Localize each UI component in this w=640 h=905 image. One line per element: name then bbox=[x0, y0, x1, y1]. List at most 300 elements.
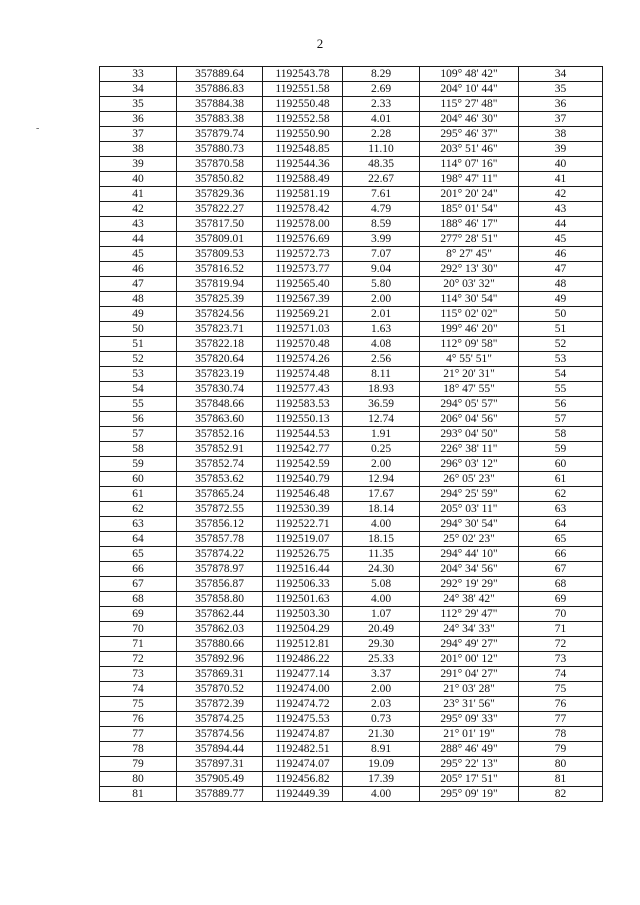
bearing-cell: 203° 51' 46" bbox=[420, 142, 519, 157]
x-coordinate-cell: 357880.73 bbox=[177, 142, 263, 157]
x-coordinate-cell: 357870.52 bbox=[177, 682, 263, 697]
distance-cell: 4.01 bbox=[343, 112, 420, 127]
next-point-cell: 58 bbox=[519, 427, 603, 442]
point-number-cell: 48 bbox=[100, 292, 177, 307]
next-point-cell: 38 bbox=[519, 127, 603, 142]
y-coordinate-cell: 1192571.03 bbox=[263, 322, 343, 337]
bearing-cell: 204° 10' 44" bbox=[420, 82, 519, 97]
x-coordinate-cell: 357889.64 bbox=[177, 67, 263, 82]
bearing-cell: 21° 01' 19" bbox=[420, 727, 519, 742]
bearing-cell: 115° 02' 02" bbox=[420, 307, 519, 322]
bearing-cell: 294° 44' 10" bbox=[420, 547, 519, 562]
table-row bbox=[100, 382, 603, 397]
next-point-cell: 52 bbox=[519, 337, 603, 352]
y-coordinate-cell: 1192574.48 bbox=[263, 367, 343, 382]
y-coordinate-cell: 1192581.19 bbox=[263, 187, 343, 202]
distance-cell: 4.00 bbox=[343, 592, 420, 607]
table-row bbox=[100, 472, 603, 487]
distance-cell: 7.61 bbox=[343, 187, 420, 202]
distance-cell: 18.14 bbox=[343, 502, 420, 517]
bearing-cell: 23° 31' 56" bbox=[420, 697, 519, 712]
x-coordinate-cell: 357857.78 bbox=[177, 532, 263, 547]
bearing-cell: 114° 07' 16" bbox=[420, 157, 519, 172]
table-row bbox=[100, 547, 603, 562]
distance-cell: 2.69 bbox=[343, 82, 420, 97]
y-coordinate-cell: 1192456.82 bbox=[263, 772, 343, 787]
table-row bbox=[100, 772, 603, 787]
point-number-cell: 71 bbox=[100, 637, 177, 652]
point-number-cell: 55 bbox=[100, 397, 177, 412]
point-number-cell: 35 bbox=[100, 97, 177, 112]
y-coordinate-cell: 1192506.33 bbox=[263, 577, 343, 592]
y-coordinate-cell: 1192550.48 bbox=[263, 97, 343, 112]
distance-cell: 25.33 bbox=[343, 652, 420, 667]
distance-cell: 22.67 bbox=[343, 172, 420, 187]
bearing-cell: 205° 03' 11" bbox=[420, 502, 519, 517]
point-number-cell: 74 bbox=[100, 682, 177, 697]
y-coordinate-cell: 1192550.13 bbox=[263, 412, 343, 427]
x-coordinate-cell: 357865.24 bbox=[177, 487, 263, 502]
distance-cell: 0.25 bbox=[343, 442, 420, 457]
table-row bbox=[100, 757, 603, 772]
margin-mark: - bbox=[36, 123, 40, 134]
table-row bbox=[100, 202, 603, 217]
x-coordinate-cell: 357862.03 bbox=[177, 622, 263, 637]
point-number-cell: 44 bbox=[100, 232, 177, 247]
table-row bbox=[100, 322, 603, 337]
distance-cell: 48.35 bbox=[343, 157, 420, 172]
bearing-cell: 112° 29' 47" bbox=[420, 607, 519, 622]
table-row bbox=[100, 412, 603, 427]
y-coordinate-cell: 1192474.87 bbox=[263, 727, 343, 742]
x-coordinate-cell: 357894.44 bbox=[177, 742, 263, 757]
point-number-cell: 75 bbox=[100, 697, 177, 712]
x-coordinate-cell: 357870.58 bbox=[177, 157, 263, 172]
bearing-cell: 204° 34' 56" bbox=[420, 562, 519, 577]
next-point-cell: 81 bbox=[519, 772, 603, 787]
next-point-cell: 56 bbox=[519, 397, 603, 412]
bearing-cell: 20° 03' 32" bbox=[420, 277, 519, 292]
y-coordinate-cell: 1192526.75 bbox=[263, 547, 343, 562]
point-number-cell: 43 bbox=[100, 217, 177, 232]
distance-cell: 17.67 bbox=[343, 487, 420, 502]
distance-cell: 11.35 bbox=[343, 547, 420, 562]
bearing-cell: 292° 19' 29" bbox=[420, 577, 519, 592]
table-row bbox=[100, 577, 603, 592]
y-coordinate-cell: 1192577.43 bbox=[263, 382, 343, 397]
x-coordinate-cell: 357872.55 bbox=[177, 502, 263, 517]
point-number-cell: 60 bbox=[100, 472, 177, 487]
table-row bbox=[100, 637, 603, 652]
point-number-cell: 33 bbox=[100, 67, 177, 82]
table-row bbox=[100, 742, 603, 757]
bearing-cell: 4° 55' 51" bbox=[420, 352, 519, 367]
bearing-cell: 24° 34' 33" bbox=[420, 622, 519, 637]
table-row bbox=[100, 277, 603, 292]
next-point-cell: 40 bbox=[519, 157, 603, 172]
bearing-cell: 21° 03' 28" bbox=[420, 682, 519, 697]
bearing-cell: 198° 47' 11" bbox=[420, 172, 519, 187]
y-coordinate-cell: 1192573.77 bbox=[263, 262, 343, 277]
next-point-cell: 41 bbox=[519, 172, 603, 187]
next-point-cell: 82 bbox=[519, 787, 603, 802]
next-point-cell: 72 bbox=[519, 637, 603, 652]
distance-cell: 2.33 bbox=[343, 97, 420, 112]
table-row bbox=[100, 727, 603, 742]
bearing-cell: 201° 00' 12" bbox=[420, 652, 519, 667]
table-row bbox=[100, 67, 603, 82]
x-coordinate-cell: 357856.12 bbox=[177, 517, 263, 532]
table-row bbox=[100, 532, 603, 547]
next-point-cell: 76 bbox=[519, 697, 603, 712]
y-coordinate-cell: 1192552.58 bbox=[263, 112, 343, 127]
distance-cell: 9.04 bbox=[343, 262, 420, 277]
y-coordinate-cell: 1192486.22 bbox=[263, 652, 343, 667]
bearing-cell: 18° 47' 55" bbox=[420, 382, 519, 397]
point-number-cell: 51 bbox=[100, 337, 177, 352]
distance-cell: 5.80 bbox=[343, 277, 420, 292]
table-row bbox=[100, 457, 603, 472]
next-point-cell: 75 bbox=[519, 682, 603, 697]
y-coordinate-cell: 1192512.81 bbox=[263, 637, 343, 652]
distance-cell: 3.99 bbox=[343, 232, 420, 247]
bearing-cell: 294° 05' 57" bbox=[420, 397, 519, 412]
x-coordinate-cell: 357874.25 bbox=[177, 712, 263, 727]
point-number-cell: 78 bbox=[100, 742, 177, 757]
x-coordinate-cell: 357848.66 bbox=[177, 397, 263, 412]
y-coordinate-cell: 1192474.72 bbox=[263, 697, 343, 712]
next-point-cell: 63 bbox=[519, 502, 603, 517]
bearing-cell: 205° 17' 51" bbox=[420, 772, 519, 787]
table-row bbox=[100, 307, 603, 322]
x-coordinate-cell: 357878.97 bbox=[177, 562, 263, 577]
x-coordinate-cell: 357874.22 bbox=[177, 547, 263, 562]
point-number-cell: 47 bbox=[100, 277, 177, 292]
distance-cell: 7.07 bbox=[343, 247, 420, 262]
distance-cell: 3.37 bbox=[343, 667, 420, 682]
table-row bbox=[100, 442, 603, 457]
point-number-cell: 50 bbox=[100, 322, 177, 337]
y-coordinate-cell: 1192519.07 bbox=[263, 532, 343, 547]
next-point-cell: 64 bbox=[519, 517, 603, 532]
y-coordinate-cell: 1192570.48 bbox=[263, 337, 343, 352]
point-number-cell: 73 bbox=[100, 667, 177, 682]
bearing-cell: 226° 38' 11" bbox=[420, 442, 519, 457]
bearing-cell: 26° 05' 23" bbox=[420, 472, 519, 487]
table-row bbox=[100, 337, 603, 352]
bearing-cell: 115° 27' 48" bbox=[420, 97, 519, 112]
x-coordinate-cell: 357809.01 bbox=[177, 232, 263, 247]
point-number-cell: 68 bbox=[100, 592, 177, 607]
bearing-cell: 295° 09' 19" bbox=[420, 787, 519, 802]
point-number-cell: 36 bbox=[100, 112, 177, 127]
next-point-cell: 51 bbox=[519, 322, 603, 337]
distance-cell: 1.07 bbox=[343, 607, 420, 622]
page-number: 2 bbox=[316, 36, 324, 51]
bearing-cell: 112° 09' 58" bbox=[420, 337, 519, 352]
x-coordinate-cell: 357820.64 bbox=[177, 352, 263, 367]
point-number-cell: 61 bbox=[100, 487, 177, 502]
point-number-cell: 45 bbox=[100, 247, 177, 262]
point-number-cell: 42 bbox=[100, 202, 177, 217]
x-coordinate-cell: 357879.74 bbox=[177, 127, 263, 142]
table-row bbox=[100, 682, 603, 697]
table-row bbox=[100, 112, 603, 127]
next-point-cell: 70 bbox=[519, 607, 603, 622]
x-coordinate-cell: 357816.52 bbox=[177, 262, 263, 277]
distance-cell: 4.00 bbox=[343, 517, 420, 532]
next-point-cell: 65 bbox=[519, 532, 603, 547]
distance-cell: 18.15 bbox=[343, 532, 420, 547]
point-number-cell: 52 bbox=[100, 352, 177, 367]
table-row bbox=[100, 172, 603, 187]
distance-cell: 5.08 bbox=[343, 577, 420, 592]
next-point-cell: 47 bbox=[519, 262, 603, 277]
table-row bbox=[100, 607, 603, 622]
y-coordinate-cell: 1192530.39 bbox=[263, 502, 343, 517]
next-point-cell: 79 bbox=[519, 742, 603, 757]
point-number-cell: 58 bbox=[100, 442, 177, 457]
distance-cell: 8.11 bbox=[343, 367, 420, 382]
next-point-cell: 60 bbox=[519, 457, 603, 472]
next-point-cell: 34 bbox=[519, 67, 603, 82]
point-number-cell: 54 bbox=[100, 382, 177, 397]
next-point-cell: 39 bbox=[519, 142, 603, 157]
point-number-cell: 34 bbox=[100, 82, 177, 97]
y-coordinate-cell: 1192477.14 bbox=[263, 667, 343, 682]
bearing-cell: 188° 46' 17" bbox=[420, 217, 519, 232]
bearing-cell: 294° 25' 59" bbox=[420, 487, 519, 502]
next-point-cell: 46 bbox=[519, 247, 603, 262]
table-row bbox=[100, 517, 603, 532]
bearing-cell: 201° 20' 24" bbox=[420, 187, 519, 202]
x-coordinate-cell: 357884.38 bbox=[177, 97, 263, 112]
x-coordinate-cell: 357822.27 bbox=[177, 202, 263, 217]
point-number-cell: 59 bbox=[100, 457, 177, 472]
table-row bbox=[100, 157, 603, 172]
table-row bbox=[100, 622, 603, 637]
distance-cell: 12.94 bbox=[343, 472, 420, 487]
distance-cell: 2.01 bbox=[343, 307, 420, 322]
next-point-cell: 66 bbox=[519, 547, 603, 562]
point-number-cell: 40 bbox=[100, 172, 177, 187]
coordinates-table-body bbox=[100, 67, 603, 802]
x-coordinate-cell: 357830.74 bbox=[177, 382, 263, 397]
y-coordinate-cell: 1192583.53 bbox=[263, 397, 343, 412]
table-row bbox=[100, 187, 603, 202]
point-number-cell: 46 bbox=[100, 262, 177, 277]
point-number-cell: 49 bbox=[100, 307, 177, 322]
table-row bbox=[100, 487, 603, 502]
x-coordinate-cell: 357905.49 bbox=[177, 772, 263, 787]
distance-cell: 18.93 bbox=[343, 382, 420, 397]
point-number-cell: 69 bbox=[100, 607, 177, 622]
bearing-cell: 294° 30' 54" bbox=[420, 517, 519, 532]
x-coordinate-cell: 357862.44 bbox=[177, 607, 263, 622]
next-point-cell: 78 bbox=[519, 727, 603, 742]
point-number-cell: 66 bbox=[100, 562, 177, 577]
x-coordinate-cell: 357852.16 bbox=[177, 427, 263, 442]
distance-cell: 12.74 bbox=[343, 412, 420, 427]
next-point-cell: 74 bbox=[519, 667, 603, 682]
point-number-cell: 63 bbox=[100, 517, 177, 532]
next-point-cell: 48 bbox=[519, 277, 603, 292]
distance-cell: 0.73 bbox=[343, 712, 420, 727]
x-coordinate-cell: 357825.39 bbox=[177, 292, 263, 307]
bearing-cell: 185° 01' 54" bbox=[420, 202, 519, 217]
coordinates-table bbox=[99, 66, 603, 802]
bearing-cell: 277° 28' 51" bbox=[420, 232, 519, 247]
x-coordinate-cell: 357850.82 bbox=[177, 172, 263, 187]
y-coordinate-cell: 1192574.26 bbox=[263, 352, 343, 367]
y-coordinate-cell: 1192543.78 bbox=[263, 67, 343, 82]
y-coordinate-cell: 1192544.36 bbox=[263, 157, 343, 172]
next-point-cell: 61 bbox=[519, 472, 603, 487]
table-row bbox=[100, 292, 603, 307]
distance-cell: 4.08 bbox=[343, 337, 420, 352]
bearing-cell: 293° 04' 50" bbox=[420, 427, 519, 442]
bearing-cell: 21° 20' 31" bbox=[420, 367, 519, 382]
x-coordinate-cell: 357819.94 bbox=[177, 277, 263, 292]
table-row bbox=[100, 262, 603, 277]
distance-cell: 4.79 bbox=[343, 202, 420, 217]
x-coordinate-cell: 357874.56 bbox=[177, 727, 263, 742]
distance-cell: 36.59 bbox=[343, 397, 420, 412]
distance-cell: 2.28 bbox=[343, 127, 420, 142]
next-point-cell: 37 bbox=[519, 112, 603, 127]
x-coordinate-cell: 357869.31 bbox=[177, 667, 263, 682]
next-point-cell: 42 bbox=[519, 187, 603, 202]
y-coordinate-cell: 1192588.49 bbox=[263, 172, 343, 187]
table-row bbox=[100, 352, 603, 367]
next-point-cell: 36 bbox=[519, 97, 603, 112]
table-row bbox=[100, 787, 603, 802]
table-row bbox=[100, 562, 603, 577]
next-point-cell: 73 bbox=[519, 652, 603, 667]
y-coordinate-cell: 1192542.77 bbox=[263, 442, 343, 457]
table-row bbox=[100, 247, 603, 262]
distance-cell: 8.29 bbox=[343, 67, 420, 82]
y-coordinate-cell: 1192572.73 bbox=[263, 247, 343, 262]
next-point-cell: 59 bbox=[519, 442, 603, 457]
point-number-cell: 53 bbox=[100, 367, 177, 382]
next-point-cell: 62 bbox=[519, 487, 603, 502]
point-number-cell: 77 bbox=[100, 727, 177, 742]
x-coordinate-cell: 357809.53 bbox=[177, 247, 263, 262]
next-point-cell: 80 bbox=[519, 757, 603, 772]
point-number-cell: 64 bbox=[100, 532, 177, 547]
bearing-cell: 295° 22' 13" bbox=[420, 757, 519, 772]
x-coordinate-cell: 357858.80 bbox=[177, 592, 263, 607]
point-number-cell: 57 bbox=[100, 427, 177, 442]
bearing-cell: 8° 27' 45" bbox=[420, 247, 519, 262]
point-number-cell: 80 bbox=[100, 772, 177, 787]
y-coordinate-cell: 1192544.53 bbox=[263, 427, 343, 442]
next-point-cell: 68 bbox=[519, 577, 603, 592]
x-coordinate-cell: 357856.87 bbox=[177, 577, 263, 592]
point-number-cell: 70 bbox=[100, 622, 177, 637]
point-number-cell: 81 bbox=[100, 787, 177, 802]
distance-cell: 17.39 bbox=[343, 772, 420, 787]
y-coordinate-cell: 1192474.00 bbox=[263, 682, 343, 697]
table-row bbox=[100, 667, 603, 682]
distance-cell: 24.30 bbox=[343, 562, 420, 577]
next-point-cell: 45 bbox=[519, 232, 603, 247]
table-row bbox=[100, 142, 603, 157]
point-number-cell: 62 bbox=[100, 502, 177, 517]
table-row bbox=[100, 652, 603, 667]
table-row bbox=[100, 397, 603, 412]
next-point-cell: 53 bbox=[519, 352, 603, 367]
y-coordinate-cell: 1192449.39 bbox=[263, 787, 343, 802]
distance-cell: 4.00 bbox=[343, 787, 420, 802]
next-point-cell: 71 bbox=[519, 622, 603, 637]
x-coordinate-cell: 357852.91 bbox=[177, 442, 263, 457]
x-coordinate-cell: 357823.71 bbox=[177, 322, 263, 337]
next-point-cell: 69 bbox=[519, 592, 603, 607]
point-number-cell: 72 bbox=[100, 652, 177, 667]
distance-cell: 20.49 bbox=[343, 622, 420, 637]
bearing-cell: 25° 02' 23" bbox=[420, 532, 519, 547]
bearing-cell: 288° 46' 49" bbox=[420, 742, 519, 757]
bearing-cell: 295° 46' 37" bbox=[420, 127, 519, 142]
bearing-cell: 291° 04' 27" bbox=[420, 667, 519, 682]
distance-cell: 2.03 bbox=[343, 697, 420, 712]
table-row bbox=[100, 427, 603, 442]
bearing-cell: 109° 48' 42" bbox=[420, 67, 519, 82]
next-point-cell: 35 bbox=[519, 82, 603, 97]
y-coordinate-cell: 1192516.44 bbox=[263, 562, 343, 577]
table-row bbox=[100, 592, 603, 607]
point-number-cell: 79 bbox=[100, 757, 177, 772]
table-row bbox=[100, 697, 603, 712]
bearing-cell: 294° 49' 27" bbox=[420, 637, 519, 652]
x-coordinate-cell: 357852.74 bbox=[177, 457, 263, 472]
point-number-cell: 41 bbox=[100, 187, 177, 202]
y-coordinate-cell: 1192578.00 bbox=[263, 217, 343, 232]
table-row bbox=[100, 502, 603, 517]
bearing-cell: 292° 13' 30" bbox=[420, 262, 519, 277]
next-point-cell: 50 bbox=[519, 307, 603, 322]
next-point-cell: 43 bbox=[519, 202, 603, 217]
x-coordinate-cell: 357823.19 bbox=[177, 367, 263, 382]
distance-cell: 2.00 bbox=[343, 457, 420, 472]
point-number-cell: 76 bbox=[100, 712, 177, 727]
x-coordinate-cell: 357872.39 bbox=[177, 697, 263, 712]
next-point-cell: 49 bbox=[519, 292, 603, 307]
distance-cell: 19.09 bbox=[343, 757, 420, 772]
point-number-cell: 56 bbox=[100, 412, 177, 427]
y-coordinate-cell: 1192569.21 bbox=[263, 307, 343, 322]
bearing-cell: 296° 03' 12" bbox=[420, 457, 519, 472]
point-number-cell: 39 bbox=[100, 157, 177, 172]
distance-cell: 1.91 bbox=[343, 427, 420, 442]
distance-cell: 21.30 bbox=[343, 727, 420, 742]
table-row bbox=[100, 232, 603, 247]
table-row bbox=[100, 97, 603, 112]
x-coordinate-cell: 357853.62 bbox=[177, 472, 263, 487]
y-coordinate-cell: 1192567.39 bbox=[263, 292, 343, 307]
next-point-cell: 67 bbox=[519, 562, 603, 577]
distance-cell: 8.91 bbox=[343, 742, 420, 757]
table-row bbox=[100, 712, 603, 727]
table-row bbox=[100, 127, 603, 142]
y-coordinate-cell: 1192474.07 bbox=[263, 757, 343, 772]
distance-cell: 8.59 bbox=[343, 217, 420, 232]
y-coordinate-cell: 1192482.51 bbox=[263, 742, 343, 757]
y-coordinate-cell: 1192550.90 bbox=[263, 127, 343, 142]
distance-cell: 11.10 bbox=[343, 142, 420, 157]
